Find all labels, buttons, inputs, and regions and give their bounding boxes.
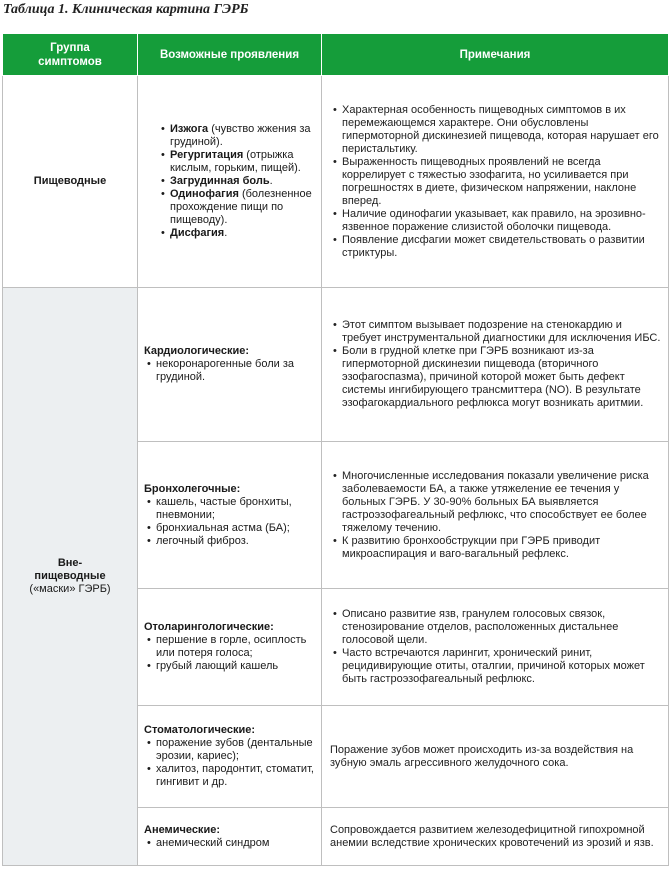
note-item: • Этот симптом вызывает подозрение на стенокардию и требует инструментальной диагностики для исключения ИБС. bbox=[330, 319, 662, 345]
note-item: • Боли в грудной клетке при ГЭРБ возникают из-за гипермоторной дискинезии пищевода (вторичного эзофагоспазма), причиной которой может быть дефект системы ингибирующего трансмиттера (NO). В результате эзофагокардиального рефлюкса могут возникать аритмии. bbox=[330, 345, 662, 410]
dental-notes bbox=[322, 706, 669, 808]
note-item: • Появление дисфагии может свидетельствовать о развитии стриктуры. bbox=[330, 234, 662, 260]
cardio-list bbox=[144, 358, 317, 384]
broncho-list bbox=[144, 496, 317, 548]
list-item: • Одинофагия (болезненное прохождение пищи по пищеводу). bbox=[158, 188, 317, 227]
ent-manifestations bbox=[138, 589, 322, 706]
header-notes: Примечания bbox=[322, 34, 669, 76]
dental-list bbox=[144, 737, 317, 789]
dental-manifestations bbox=[138, 706, 322, 808]
table-caption: Таблица 1. Клиническая картина ГЭРБ bbox=[3, 2, 249, 17]
table-row-esophageal bbox=[3, 76, 669, 288]
list-item: • анемический синдром bbox=[144, 837, 317, 850]
list-item: • грубый лающий кашель bbox=[144, 660, 317, 673]
category-label: Анемические: bbox=[144, 823, 220, 836]
note-item: • Характерная особенность пищеводных симптомов в их перемежающемся характере. Они обусловлены гипермоторной дискинезией пищевода, которая нарушает его перистальтику. bbox=[330, 104, 662, 156]
header-manifestations: Возможные проявления bbox=[138, 34, 322, 76]
gerd-clinical-table bbox=[2, 33, 669, 866]
broncho-manifestations bbox=[138, 442, 322, 589]
broncho-notes bbox=[322, 442, 669, 589]
esophageal-notes-list bbox=[330, 104, 662, 260]
group-esophageal: Пищеводные bbox=[3, 76, 138, 288]
category-label: Кардиологические: bbox=[144, 345, 250, 357]
list-item: • кашель, частые бронхиты, пневмонии; bbox=[144, 496, 317, 522]
ent-list bbox=[144, 634, 317, 673]
anemic-list bbox=[144, 837, 317, 850]
category-label: Отоларингологические: bbox=[144, 621, 274, 633]
list-item: • Изжога (чувство жжения за грудиной). bbox=[158, 123, 317, 149]
list-item: • Регургитация (отрыжка кислым, горьким, пищей). bbox=[158, 149, 317, 175]
list-item: • легочный фиброз. bbox=[144, 535, 317, 548]
list-item: • бронхиальная астма (БА); bbox=[144, 522, 317, 535]
table-row-cardio bbox=[3, 288, 669, 442]
list-item: • Загрудинная боль. bbox=[158, 175, 317, 188]
esophageal-list bbox=[144, 123, 317, 240]
note-text: Поражение зубов может происходить из-за воздействия на зубную эмаль агрессивного желудочного сока. bbox=[330, 743, 634, 769]
note-item: • Многочисленные исследования показали увеличение риска заболеваемости БА, а также утяжеление ее течения у больных ГЭРБ. У 30-90% больных БА выявляется гастроэзофагеальный рефлюкс, что способствует ее более тяжелому течению. bbox=[330, 470, 662, 535]
list-item: • Дисфагия. bbox=[158, 227, 317, 240]
header-group: Группа симптомов bbox=[3, 34, 138, 76]
category-label: Стоматологические: bbox=[144, 724, 255, 736]
note-item: • Часто встречаются ларингит, хронический ринит, рецидивирующие отиты, оталгии, причиной которых может быть гастроэзофагеальный рефлюкс. bbox=[330, 647, 662, 686]
list-item: • першение в горле, осиплость или потеря голоса; bbox=[144, 634, 317, 660]
category-label: Бронхолегочные: bbox=[144, 482, 241, 495]
ent-notes bbox=[322, 589, 669, 706]
cardio-notes-list bbox=[330, 319, 662, 410]
note-item: • Описано развитие язв, гранулем голосовых связок, стенозирование отделов, расположенных дистальнее голосовой щели. bbox=[330, 608, 662, 647]
note-text: Сопровождается развитием железодефицитной гипохромной анемии вследствие хронических кровотечений из эрозий и язв. bbox=[330, 823, 654, 849]
esophageal-manifestations bbox=[138, 76, 322, 288]
list-item: • некоронарогенные боли за грудиной. bbox=[144, 358, 317, 384]
cardio-manifestations bbox=[138, 288, 322, 442]
group-extra-sub: («маски» ГЭРБ) bbox=[29, 583, 111, 595]
note-item: • Наличие одинофагии указывает, как правило, на эрозивно-язвенное поражение слизистой оболочки пищевода. bbox=[330, 208, 662, 234]
list-item: • поражение зубов (дентальные эрозии, кариес); bbox=[144, 737, 317, 763]
broncho-notes-list bbox=[330, 470, 662, 561]
note-item: • Выраженность пищеводных проявлений не всегда коррелирует с тяжестью эзофагита, но усиливается при погрешностях в диете, физическом напряжении, наклоне вперед. bbox=[330, 156, 662, 208]
note-item: • К развитию бронхообструкции при ГЭРБ приводит микроаспирация и ваго-вагальный рефлекс. bbox=[330, 535, 662, 561]
anemic-manifestations bbox=[138, 808, 322, 866]
group-extraesophageal bbox=[3, 288, 138, 866]
group-extra-line2: пищеводные bbox=[34, 570, 106, 582]
esophageal-notes bbox=[322, 76, 669, 288]
table-header-row bbox=[3, 34, 669, 76]
anemic-notes bbox=[322, 808, 669, 866]
cardio-notes bbox=[322, 288, 669, 442]
group-extra-line1: Вне- bbox=[57, 557, 83, 569]
ent-notes-list bbox=[330, 608, 662, 686]
list-item: • халитоз, пародонтит, стоматит, гингивит и др. bbox=[144, 763, 317, 789]
